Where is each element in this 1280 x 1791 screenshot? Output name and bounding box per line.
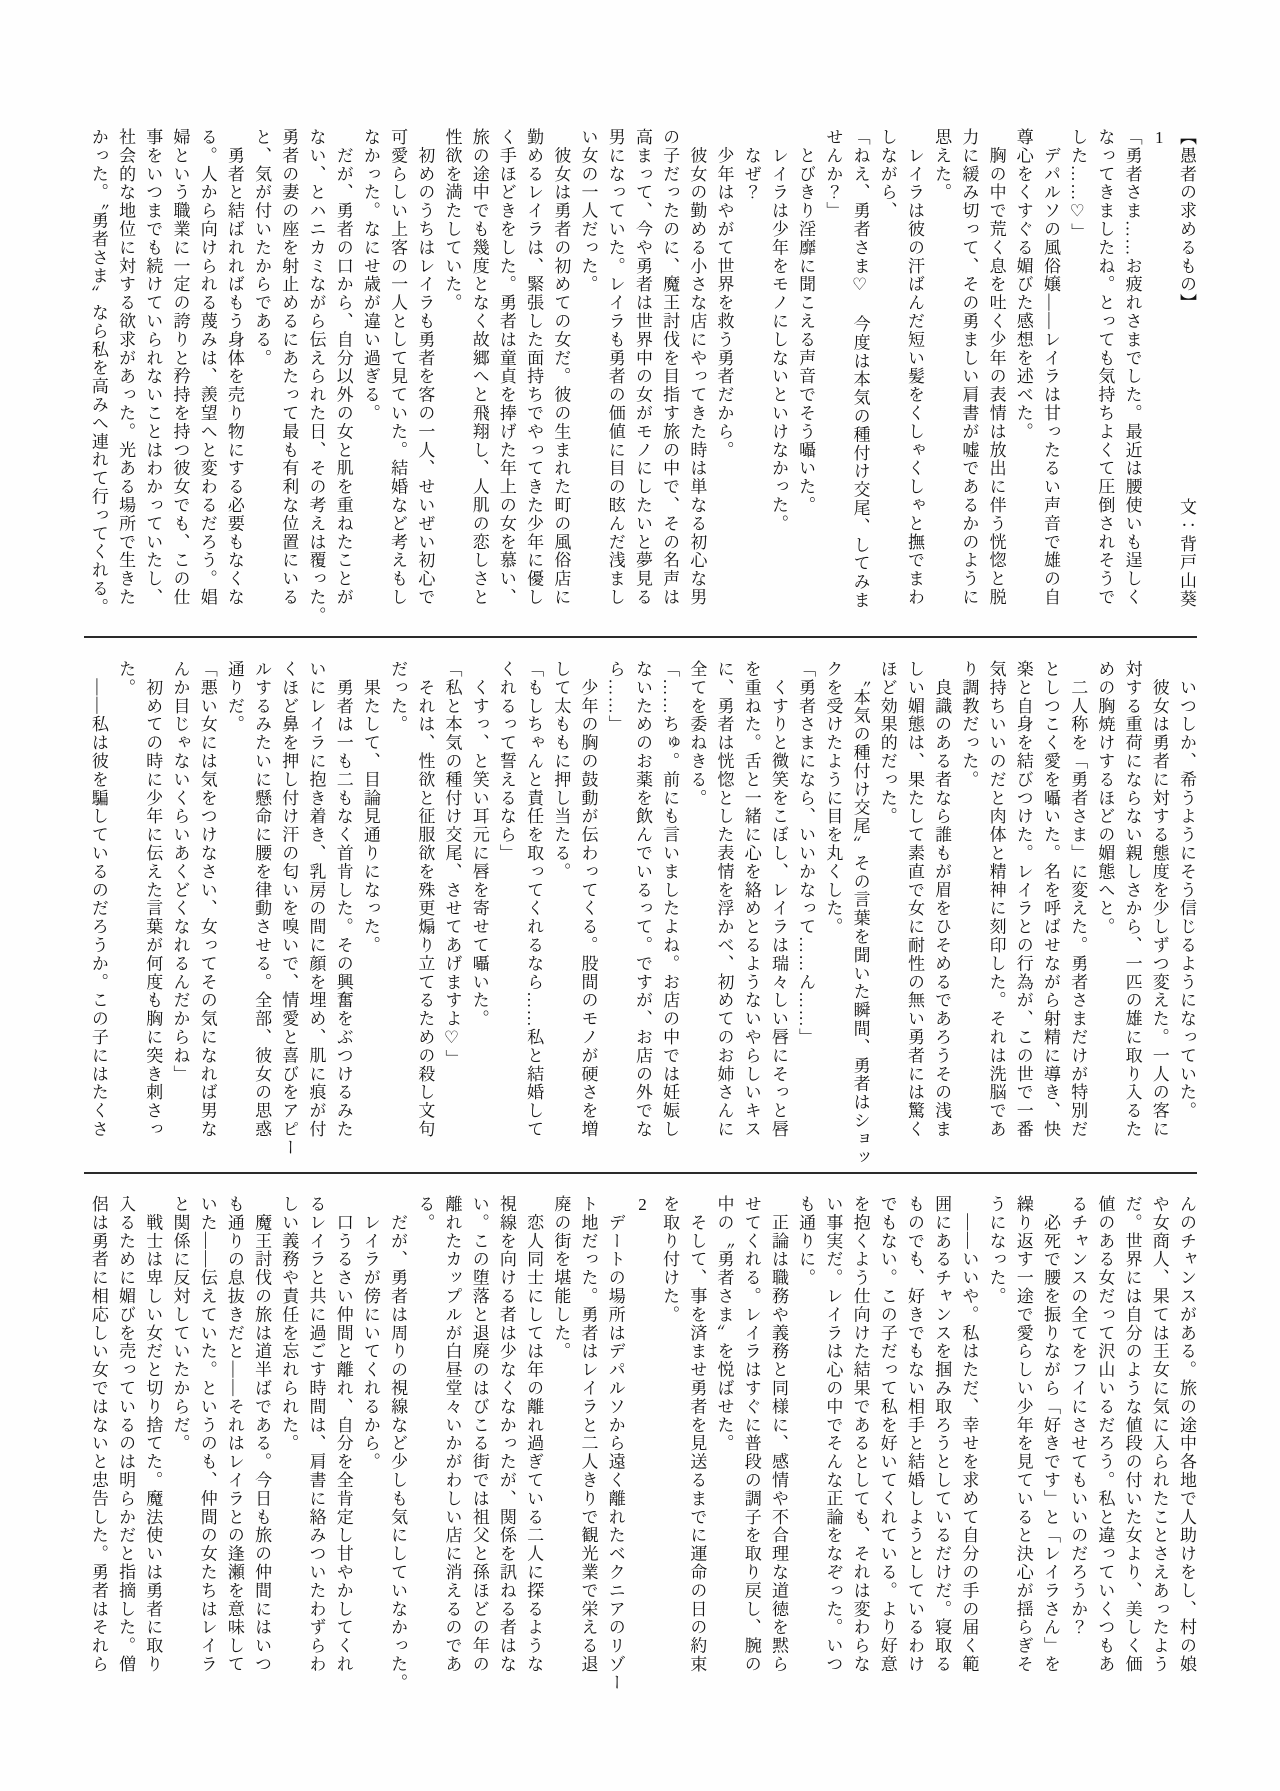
section-number: [629, 1195, 656, 1675]
text-line: 男になっていた。レイラも勇者の価値に目の眩んだ浅まし: [605, 128, 625, 607]
text-line: るチャンスの全てをフイにさせてもいいのだろうか？: [1068, 1195, 1088, 1637]
text-line: 必死で腰を振りながら「好きです」と「レイラさん」を: [1040, 1195, 1060, 1674]
text-line: く手ほどきをした。勇者は童貞を捧げた年上の女を慕い、: [496, 128, 516, 607]
text-line: なぜ？: [741, 128, 761, 202]
text-line: 婦という職業に一定の誇りと矜持を持つ彼女でも、この仕: [170, 128, 190, 607]
text-line: 果たして、目論見通りになった。: [360, 660, 380, 955]
text-line: るレイラと共に過ごす時間は、肩書に絡みついたわずらわ: [306, 1195, 326, 1674]
text-line: ――いいや。私はただ、幸せを求めて自分の手の届く範: [959, 1195, 979, 1674]
text-line: 性欲を満たしていた。: [442, 128, 462, 312]
text-line: 「もしちゃんと責任を取ってくれるなら……私と結婚して: [524, 660, 544, 1139]
text-line: とびきり淫靡に聞こえる声音でそう囁いた。: [796, 128, 816, 515]
text-line: んのチャンスがある。旅の途中各地で人助けをし、村の娘: [1177, 1195, 1196, 1674]
page-title: 【愚者の求めるもの】: [1177, 128, 1196, 312]
text-line: しい義務や責任を忘れられた。: [279, 1195, 299, 1453]
text-line: や女商人、果ては王女に気に入られたことさえあったよう: [1149, 1195, 1169, 1674]
text-line: 勇者と結ばれればもう身体を売り物にする必要もなくな: [224, 128, 244, 607]
text-line: 少年の胸の鼓動が伝わってくる。股間のモノが硬さを増: [578, 660, 598, 1139]
text-line: 良識のある者なら誰もが眉をひそめるであろうその浅ま: [932, 660, 952, 1139]
text-line: デパルソの風俗嬢――レイラは甘ったるい声音で雄の自: [1040, 128, 1060, 607]
text-line: 気持ちいいのだと肉体と精神に刻印した。それは洗脳であ: [986, 660, 1006, 1139]
text-line: めの胸焼けするほどの媚態へと。: [1095, 660, 1115, 936]
section-number-text: 2: [632, 1195, 652, 1216]
text-line: 恋人同士にしては年の離れ過ぎている二人に探るような: [524, 1195, 544, 1674]
text-line: 初めての時に少年に伝えた言葉が何度も胸に突き刺さっ: [143, 660, 163, 1139]
text-line: 彼女は勇者の初めての女だ。彼の生まれた町の風俗店に: [551, 128, 571, 607]
text-line: い女の一人だった。: [578, 128, 598, 294]
text-line: なってきましたね。とっても気持ちよくて圧倒されそうで: [1095, 128, 1115, 607]
text-line: を重ねた。舌と一緒に心を絡めとるようないやらしいキス: [741, 660, 761, 1139]
text-line: くすっ、と笑い耳元に唇を寄せて囁いた。: [469, 660, 489, 1028]
text-line: だが、勇者の口から、自分以外の女と肌を重ねたことが: [333, 128, 353, 607]
text-line: い事実だ。レイラは心の中でそんな正論をなぞった。いつ: [823, 1195, 843, 1674]
text-line: 侶は勇者に相応しい女ではないと忠告した。勇者はそれら: [88, 1195, 108, 1674]
text-line: 口うるさい仲間と離れ、自分を全肯定し甘やかしてくれ: [333, 1195, 353, 1674]
text-line: と関係に反対していたからだ。: [170, 1195, 190, 1453]
text-line: レイラは彼の汗ばんだ短い髪をくしゃくしゃと撫でまわ: [904, 128, 924, 607]
text-line: を抱くよう仕向けた結果であるとしても、それは変わらな: [850, 1195, 870, 1674]
text-line: だ。世界には自分のような値段の付いた女より、美しく価: [1122, 1195, 1142, 1674]
text-band-bottom: [84, 1195, 1200, 1692]
text-line: る。: [415, 1195, 435, 1232]
text-line: 囲にあるチャンスを掴み取ろうとしているだけだ。寝取る: [932, 1195, 952, 1674]
text-line: 高まって、今や勇者は世界中の女がモノにしたいと夢見る: [632, 128, 652, 607]
text-line: 「勇者さまになら、いいかなって……ん……」: [796, 660, 816, 1047]
text-band-middle: [84, 660, 1200, 1167]
text-line: 離れたカップルが白昼堂々いかがわしい店に消えるのであ: [442, 1195, 462, 1674]
text-line: しながら、: [877, 128, 897, 220]
text-line: に、勇者は恍惚とした表情を浮かべ、初めてのお姉さんに: [714, 660, 734, 1139]
text-line: しい媚態は、果たして素直で女に耐性の無い勇者には驚く: [904, 660, 924, 1139]
text-line: 視線を向ける者は少なくなかったが、関係を訊ねる者はな: [496, 1195, 516, 1674]
text-line: 繰り返す一途で愛らしい少年を見ていると決心が揺らぎそ: [1013, 1195, 1033, 1674]
text-line: だった。: [388, 660, 408, 734]
text-line: 勤めるレイラは、緊張した面持ちでやってきた少年に優し: [524, 128, 544, 607]
text-line: ら……」: [605, 660, 625, 734]
text-line: い。この堕落と退廃のはびこる街では祖父と孫ほどの年の: [469, 1195, 489, 1674]
text-line: 廃の街を堪能した。: [551, 1195, 571, 1361]
text-line: ないためのお薬を飲んでいるって。ですが、お店の外でな: [632, 660, 652, 1139]
text-line: 対する重荷にならない親しさから、一匹の雄に取り入るた: [1122, 660, 1142, 1139]
text-line: 胸の中で荒く息を吐く少年の表情は放出に伴う恍惚と脱: [986, 128, 1006, 607]
text-line: くほど鼻を押し付け汗の匂いを嗅いで、情愛と喜びをアピー: [279, 660, 299, 1157]
text-line: 中の〝勇者さま〟を悦ばせた。: [714, 1195, 734, 1453]
text-line: り調教だった。: [959, 660, 979, 789]
text-line: 旅の途中でも幾度となく故郷へと飛翔し、人肌の恋しさと: [469, 128, 489, 607]
text-line: レイラは少年をモノにしないといけなかった。: [768, 128, 788, 533]
text-line: と、気が付いたからである。: [252, 128, 272, 368]
section-number: [1146, 128, 1173, 608]
text-line: 尊心をくすぐる媚びた感想を述べた。: [1013, 128, 1033, 441]
text-line: る。人から向けられる蔑みは、羨望へと変わるだろう。娼: [197, 128, 217, 607]
text-line: 楽と自身を結びつけた。レイラとの行為が、この世で一番: [1013, 660, 1033, 1139]
text-line: 勇者の妻の座を射止めるにあたって最も有利な位置にいる: [279, 128, 299, 607]
text-line: うになった。: [986, 1195, 1006, 1306]
text-line: 力に緩み切って、その勇ましい肩書が嘘であるかのように: [959, 128, 979, 607]
text-line: の子だったのに、魔王討伐を目指す旅の中で、その名声は: [660, 128, 680, 607]
text-line: を取り付けた。: [660, 1195, 680, 1324]
text-line: 通りだ。: [224, 660, 244, 734]
text-line: いつしか、希うようにそう信じるようになっていた。: [1177, 660, 1196, 1120]
text-line: 値のある女だって沢山いるだろう。私と違っていくつもあ: [1095, 1195, 1115, 1674]
text-line: かった。〝勇者さま〟なら私を高みへ連れて行ってくれる。: [88, 128, 108, 617]
text-line: 社会的な地位に対する欲求があった。光ある場所で生きた: [116, 128, 136, 607]
text-line: ルするみたいに懸命に腰を律動させる。全部、彼女の思惑: [252, 660, 272, 1139]
text-line: も通りの息抜きだと――それはレイラとの逢瀬を意味して: [224, 1195, 244, 1674]
text-line: くれるって誓えるなら」: [496, 660, 516, 863]
text-line: 戦士は卑しい女だと切り捨てた。魔法使いは勇者に取り: [143, 1195, 163, 1674]
text-line: ト地だった。勇者はレイラと二人きりで観光業で栄える退: [578, 1195, 598, 1674]
text-line: 思えた。: [932, 128, 952, 202]
text-line: 〝本気の種付け交尾〟その言葉を聞いた瞬間、勇者はショッ: [850, 660, 870, 1167]
text-line: 魔王討伐の旅は道半ばである。今日も旅の仲間にはいつ: [252, 1195, 272, 1674]
text-line: せんか？」: [823, 128, 843, 220]
text-line: それは、性欲と征服欲を殊更煽り立てるための殺し文句: [415, 660, 435, 1139]
text-line: 可愛らしい上客の一人として見ていた。結婚など考えもし: [388, 128, 408, 607]
text-line: くすりと微笑をこぼし、レイラは瑞々しい唇にそっと唇: [768, 660, 788, 1139]
text-line: た。: [116, 660, 136, 697]
text-line: 「私と本気の種付け交尾、させてあげますよ♡」: [442, 660, 462, 1068]
text-line: としつこく愛を囁いた。名を呼ばせながら射精に導き、快: [1040, 660, 1060, 1139]
text-line: だが、勇者は周りの視線など少しも気にしていなかった。: [388, 1195, 408, 1692]
text-line: せてくれる。レイラはすぐに普段の調子を取り戻し、腕の: [741, 1195, 761, 1674]
text-line: 「勇者さま……お疲れさまでした。最近は腰使いも逞しく: [1122, 128, 1142, 607]
text-line: も通りに。: [796, 1195, 816, 1287]
text-line: いた――伝えていた。というのも、仲間の女たちはレイラ: [197, 1195, 217, 1674]
text-line: なかった。なにせ歳が違い過ぎる。: [360, 128, 380, 423]
text-line: 事をいつまでも続けていられないことはわかっていたし、: [143, 128, 163, 607]
text-line: して太ももに押し当たる。: [551, 660, 571, 881]
text-line: 「……ちゅ。前にも言いましたよね。お店の中では妊娠し: [660, 660, 680, 1139]
text-line: いにレイラに抱き着き、乳房の間に顔を埋め、肌に痕が付: [306, 660, 326, 1139]
text-line: 「悪い女には気をつけなさい、女ってその気になれば男な: [197, 660, 217, 1139]
text-line: クを受けたように目を丸くした。: [823, 660, 843, 936]
text-line: んか目じゃないくらいあくどくなれるんだからね」: [170, 660, 190, 1084]
title-author-line: [1173, 128, 1200, 608]
text-line: そして、事を済ませ勇者を見送るまでに運命の日の約束: [687, 1195, 707, 1674]
text-line: 少年はやがて世界を救う勇者だから。: [714, 128, 734, 460]
text-line: 正論は職務や義務と同様に、感情や不合理な道徳を黙ら: [768, 1195, 788, 1674]
text-line: ――私は彼を騙しているのだろうか。この子にはたくさ: [88, 660, 108, 1139]
text-line: 入るために媚びを売っているのは明らかだと指摘した。僧: [116, 1195, 136, 1674]
text-line: 初めのうちはレイラも勇者を客の一人、せいぜい初心で: [415, 128, 435, 607]
text-line: 彼女の勤める小さな店にやってきた時は単なる初心な男: [687, 128, 707, 607]
text-line: ない、とハニカミながら伝えられた日、その考えは覆った。: [306, 128, 326, 625]
author-credit: 文：背戸山葵: [1177, 497, 1196, 608]
text-line: レイラが傍にいてくれるから。: [360, 1195, 380, 1471]
section-number-text: 1: [1149, 128, 1169, 149]
text-line: デートの場所はデパルソから遠く離れたベクニアのリゾー: [605, 1195, 625, 1692]
text-line: 勇者は一も二もなく首肯した。その興奮をぶつけるみた: [333, 660, 353, 1139]
text-line: 二人称を「勇者さま」に変えた。勇者さまだけが特別だ: [1068, 660, 1088, 1139]
text-line: した……♡」: [1068, 128, 1088, 242]
text-band-top: [84, 128, 1200, 625]
text-line: 彼女は勇者に対する態度を少しずつ変えた。一人の客に: [1149, 660, 1169, 1139]
text-line: でもない。この子だって私を好いてくれている。より好意: [877, 1195, 897, 1674]
text-line: 「ねえ、勇者さま♡ 今度は本気の種付け交尾、してみま: [850, 128, 870, 610]
text-line: 全てを委ねきる。: [687, 660, 707, 808]
text-line: ものでも、好きでもない相手と結婚しようとしているわけ: [904, 1195, 924, 1674]
text-line: ほど効果的だった。: [877, 660, 897, 826]
horizontal-rule-2: [84, 1172, 1197, 1174]
horizontal-rule-1: [84, 636, 1197, 638]
